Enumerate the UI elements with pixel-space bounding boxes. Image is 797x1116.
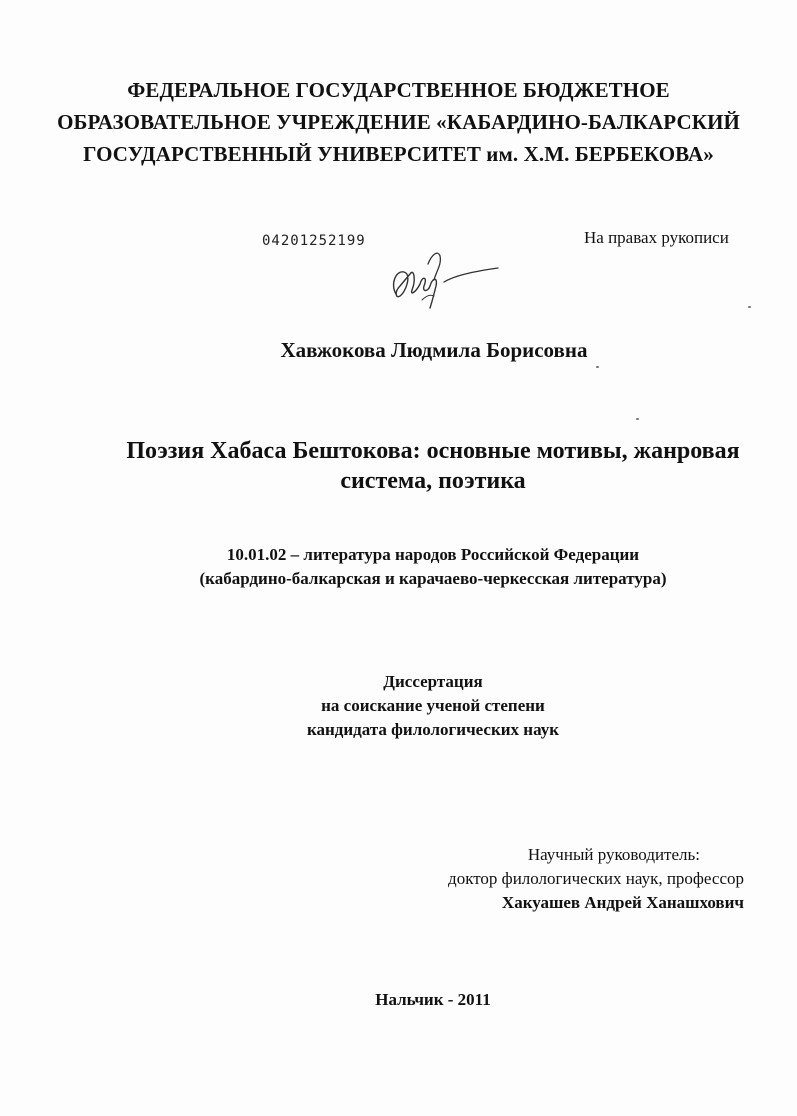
institution-line-2: ОБРАЗОВАТЕЛЬНОЕ УЧРЕЖДЕНИЕ «КАБАРДИНО-БАЛКАРСКИЙ <box>57 110 740 134</box>
specialty-code <box>0 543 797 591</box>
degree-line-2: на соискание ученой степени <box>321 696 545 715</box>
title-line-2: система, поэтика <box>340 468 526 494</box>
supervisor-block <box>448 843 744 915</box>
institution-header <box>0 74 797 170</box>
catalog-number: 04201252199 <box>262 233 366 249</box>
author-name: Хавжокова Людмила Борисовна <box>280 338 588 362</box>
city-year: Нальчик - 2011 <box>375 990 491 1009</box>
specialty-line-1: 10.01.02 – литература народов Российской Федерации <box>226 545 640 564</box>
degree-statement <box>0 670 797 742</box>
scan-speck <box>636 418 639 420</box>
title-line-1: Поэзия Хабаса Бештокова: основные мотивы, жанровая <box>126 438 740 464</box>
dissertation-title <box>0 436 797 496</box>
specialty-line-2: (кабардино-балкарская и карачаево-черкесская литература) <box>199 569 667 588</box>
supervisor-role: Научный руководитель: <box>527 845 700 864</box>
scan-speck <box>596 366 599 368</box>
degree-line-3: кандидата филологических наук <box>306 720 560 739</box>
supervisor-name: Хакуашев Андрей Ханашхович <box>501 893 744 912</box>
institution-line-3: ГОСУДАРСТВЕННЫЙ УНИВЕРСИТЕТ им. Х.М. БЕРБЕКОВА» <box>83 142 714 166</box>
handwritten-signature-icon <box>388 246 508 312</box>
degree-line-1: Диссертация <box>383 672 483 691</box>
scan-speck <box>748 306 751 308</box>
manuscript-rights-note: На правах рукописи <box>584 228 729 247</box>
institution-line-1: ФЕДЕРАЛЬНОЕ ГОСУДАРСТВЕННОЕ БЮДЖЕТНОЕ <box>127 78 670 102</box>
supervisor-credentials: доктор филологических наук, профессор <box>448 869 744 888</box>
